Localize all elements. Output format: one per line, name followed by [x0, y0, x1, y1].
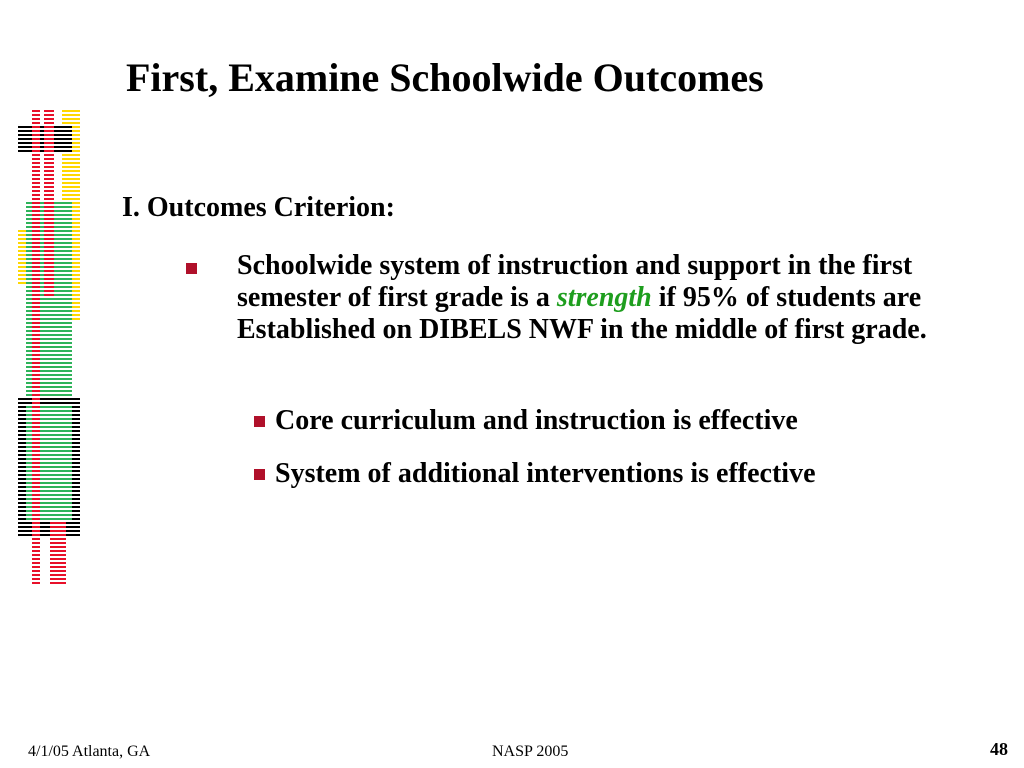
square-bullet-icon [254, 469, 265, 480]
criterion-text-after: if 95% of students are Established on DIBELS NWF in the middle of first grade. [237, 282, 927, 345]
criterion-text-before: Schoolwide system of instruction and support in the first semester of first grade is a [237, 250, 913, 313]
slide-title: First, Examine Schoolwide Outcomes [126, 55, 764, 100]
sub-bullet-text: System of additional interventions is effective [275, 458, 816, 489]
criterion-emphasis: strength [556, 282, 652, 313]
decor-stripe-overlay [14, 104, 84, 590]
criterion-text [237, 250, 987, 346]
decorative-stripe-graphic [0, 0, 90, 600]
footer-date-location: 4/1/05 Atlanta, GA [28, 743, 151, 760]
square-bullet-icon [254, 416, 265, 427]
footer-conference: NASP 2005 [492, 743, 569, 760]
page-number: 48 [990, 739, 1008, 759]
square-bullet-icon [186, 263, 197, 274]
section-heading: I. Outcomes Criterion: [122, 192, 395, 223]
sub-bullet-text: Core curriculum and instruction is effective [275, 405, 798, 436]
